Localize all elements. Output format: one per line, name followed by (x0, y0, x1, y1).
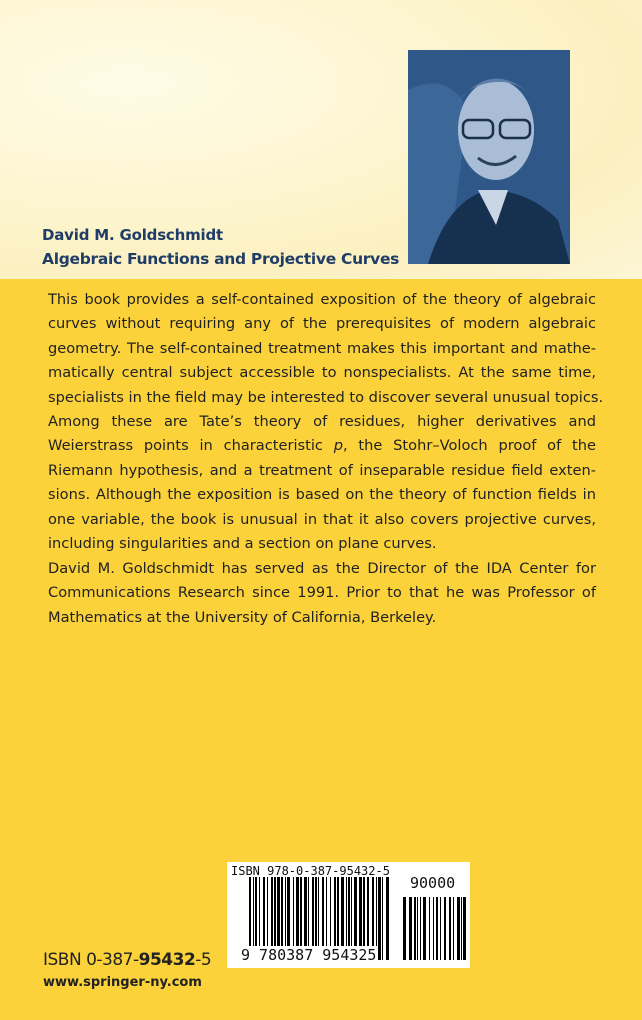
barcode-bar (420, 897, 421, 960)
text-line: curves without requiring any of the prerequisites of modern algebraic (48, 315, 596, 333)
text-line: sions. Although the exposition is based on the theory of function fields in (48, 486, 596, 504)
publisher-url: www.springer-ny.com (43, 975, 202, 990)
barcode-addon-number: 90000 (410, 874, 456, 892)
text-line: geometry. The self-contained treatment makes this important and mathe- (48, 339, 596, 357)
isbn-text (43, 950, 211, 970)
text-fragment: p (333, 437, 343, 455)
barcode-bar (433, 897, 434, 960)
book-title: Algebraic Functions and Projective Curves (42, 250, 400, 268)
barcode-bar (461, 897, 462, 960)
text-line: including singularities and a section on plane curves. (48, 534, 437, 552)
barcode-bar (429, 897, 430, 960)
barcode-isbn13-label: ISBN 978-0-387-95432-5 (231, 864, 390, 878)
description-paragraph (48, 288, 604, 556)
text-line: Riemann hypothesis, and a treatment of inseparable residue field exten- (48, 461, 596, 479)
isbn-bold-part: 95432 (138, 950, 196, 970)
text-fragment: Weierstrass points in characteristic (48, 437, 334, 455)
text-line: one variable, the book is unusual in that it also covers projective curves, (48, 510, 596, 528)
text-line: Among these are Tate’s theory of residues, higher derivatives and (48, 412, 596, 430)
isbn-prefix: ISBN 0-387- (43, 950, 139, 970)
author-bio-paragraph (48, 557, 596, 630)
text-line: David M. Goldschmidt has served as the Director of the IDA Center for (48, 560, 596, 577)
author-name: David M. Goldschmidt (42, 226, 223, 244)
barcode-bar (457, 897, 460, 960)
text-line: specialists in the field may be interested to discover several unusual topics. (48, 388, 604, 406)
barcode-bar (382, 877, 383, 960)
text-line (48, 434, 596, 458)
barcode-bar (386, 877, 389, 960)
text-line: Mathematics at the University of California, Berkeley. (48, 608, 437, 626)
barcode-bar (440, 897, 441, 960)
isbn-suffix: -5 (195, 950, 212, 970)
barcode-bar (444, 897, 446, 960)
barcode-digits: 9 780387 954325 (241, 946, 377, 964)
barcode-bar (417, 897, 418, 960)
author-photo (408, 50, 570, 264)
text-line: matically central subject accessible to nonspecialists. At the same time, (48, 364, 596, 382)
barcode-bar (409, 897, 412, 960)
barcode-bar (449, 897, 451, 960)
text-line: This book provides a self-contained exposition of the theory of algebraic (48, 291, 596, 308)
text-line: Communications Research since 1991. Prior to that he was Professor of (48, 584, 596, 602)
barcode-bar (403, 897, 406, 960)
barcode-bar (453, 897, 454, 960)
barcode-bar (414, 897, 416, 960)
barcode-bar (463, 897, 466, 960)
isbn-barcode (227, 862, 470, 968)
barcode-bar (436, 897, 438, 960)
text-fragment: , the Stohr–Voloch proof of the (342, 437, 596, 455)
barcode-bar (423, 897, 426, 960)
